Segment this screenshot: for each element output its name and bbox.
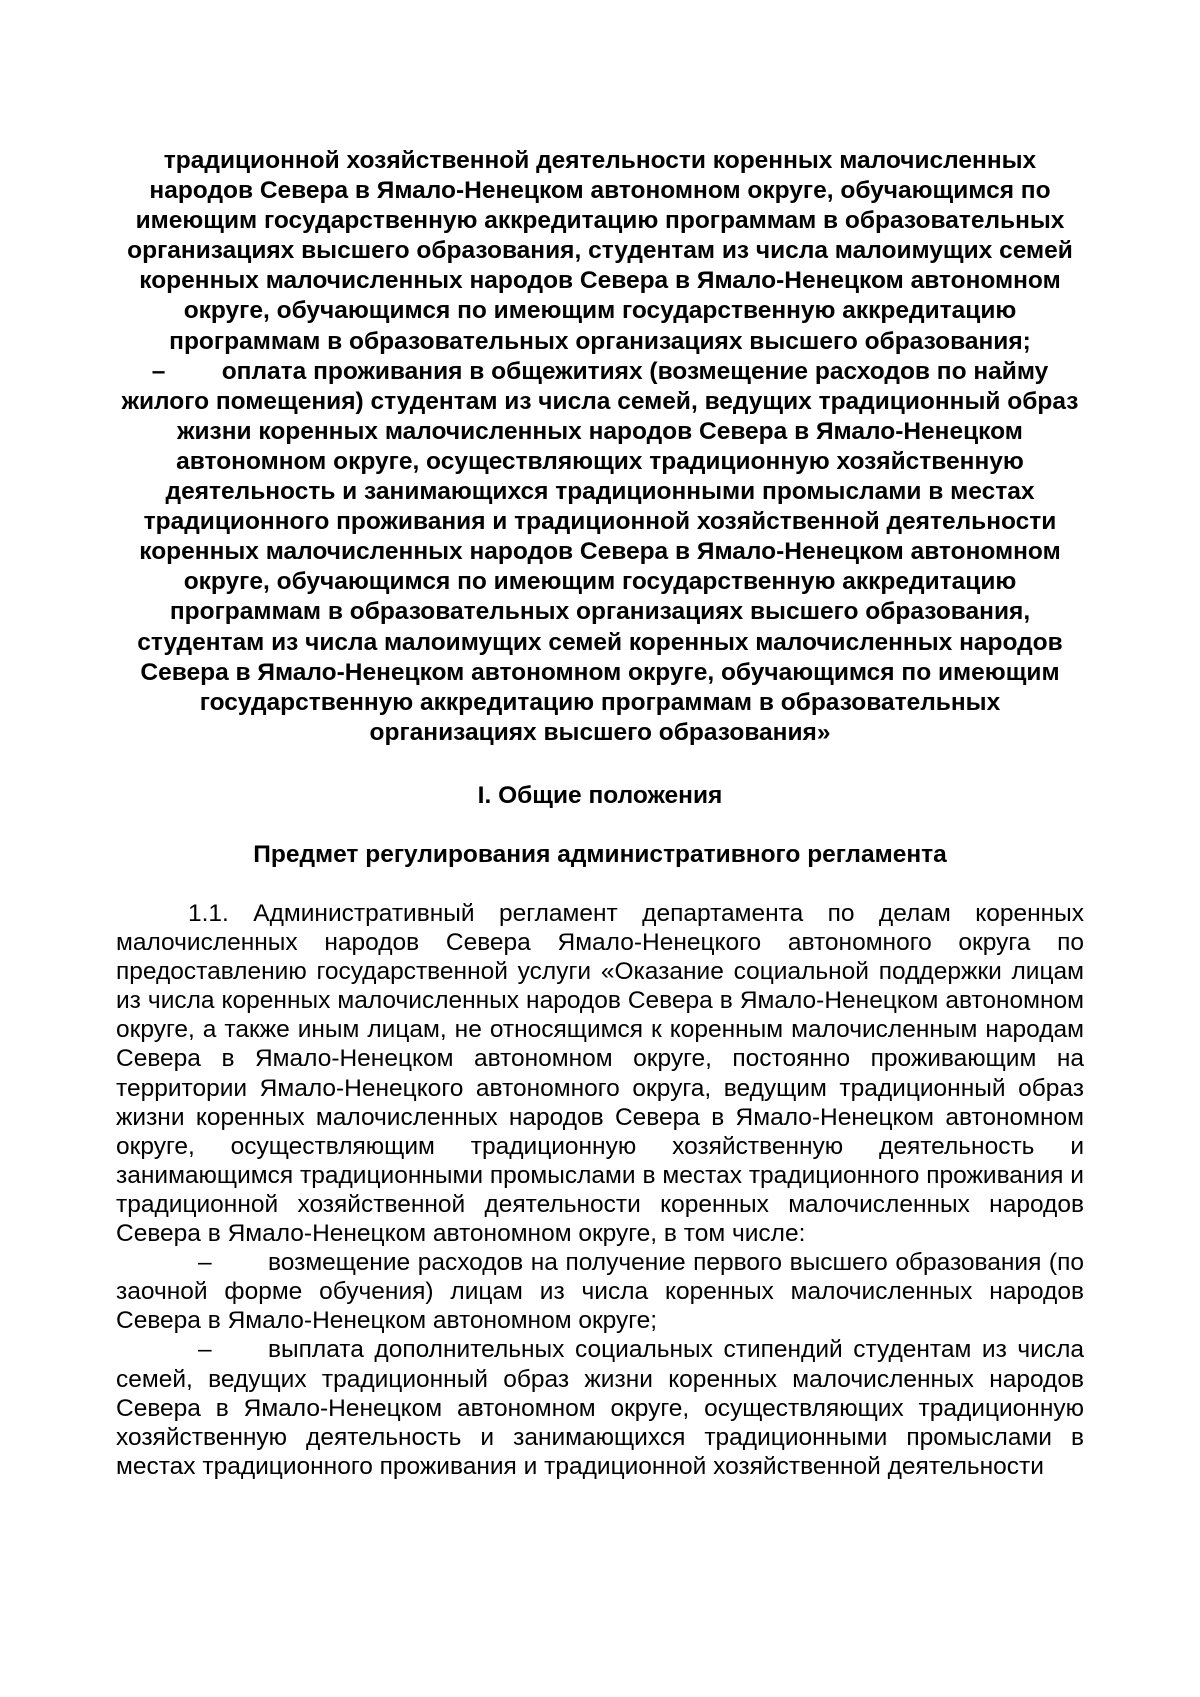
list-item-text: возмещение расходов на получение первого высшего образования (по заочной форме обучения) лицам из числа коренных малочисленных народов Севера в Ямало-Ненецком автономном округе;	[116, 1249, 1084, 1335]
list-dash: –	[198, 1336, 212, 1364]
title-paragraph: традиционной хозяйственной деятельности коренных малочисленных народов Севера в Ямало-Ненецком автономном округе, обучающимся по имеющим государственную аккредитацию программам в образовательных организациях высшего образования, студентам из числа малоимущих семей коренных малочисленных народов Севера в Ямало-Ненецком автономном округе, обучающимся по имеющим государственную аккредитацию программам в образовательных организациях высшего образования;	[127, 147, 1073, 355]
list-item	[116, 1248, 1084, 1335]
document-body	[116, 899, 1084, 1481]
section-heading: I. Общие положения	[477, 782, 723, 809]
body-paragraph: 1.1. Административный регламент департамента по делам коренных малочисленных народов Севера Ямало-Ненецкого автономного округа по предоставлению государственной услуги «Оказание социальной поддержки лицам из числа коренных малочисленных народов Севера в Ямало-Ненецком автономном округе, а также иным лицам, не относящимся к коренным малочисленным народам Севера в Ямало-Ненецком автономном округе, постоянно проживающим на территории Ямало-Ненецкого автономного округа, ведущим традиционный образ жизни коренных малочисленных народов Севера в Ямало-Ненецком автономном округе, осуществляющим традиционную хозяйственную деятельность и занимающимся традиционными промыслами в местах традиционного проживания и традиционной хозяйственной деятельности коренных малочисленных народов Севера в Ямало-Ненецком автономном округе, в том числе:	[116, 900, 1084, 1248]
title-list-item	[118, 357, 1082, 748]
list-dash: –	[151, 357, 166, 385]
list-item	[116, 1335, 1084, 1480]
list-dash: –	[198, 1249, 212, 1277]
document-title-block	[118, 146, 1082, 748]
title-list-item-text: оплата проживания в общежитиях (возмещение расходов по найму жилого помещения) студентам из числа семей, ведущих традиционный образ жизни коренных малочисленных народов Севера в Ямало-Ненецком автономном округе, осуществляющих традиционную хозяйственную деятельность и занимающихся традиционными промыслами в местах традиционного проживания и традиционной хозяйственной деятельности коренных малочисленных народов Севера в Ямало-Ненецком автономном округе, обучающимся по имеющим государственную аккредитацию программам в образовательных организациях высшего образования, студентам из числа малоимущих семей коренных малочисленных народов Севера в Ямало-Ненецком автономном округе, обучающимся по имеющим государственную аккредитацию программам в образовательных организациях высшего образования»	[121, 357, 1079, 746]
section-subheading: Предмет регулирования административного регламента	[253, 841, 947, 868]
list-item-text: выплата дополнительных социальных стипендий студентам из числа семей, ведущих традиционный образ жизни коренных малочисленных народов Севера в Ямало-Ненецком автономном округе, осуществляющих традиционную хозяйственную деятельность и занимающихся традиционными промыслами в местах традиционного проживания и традиционной хозяйственной деятельности	[116, 1336, 1084, 1480]
